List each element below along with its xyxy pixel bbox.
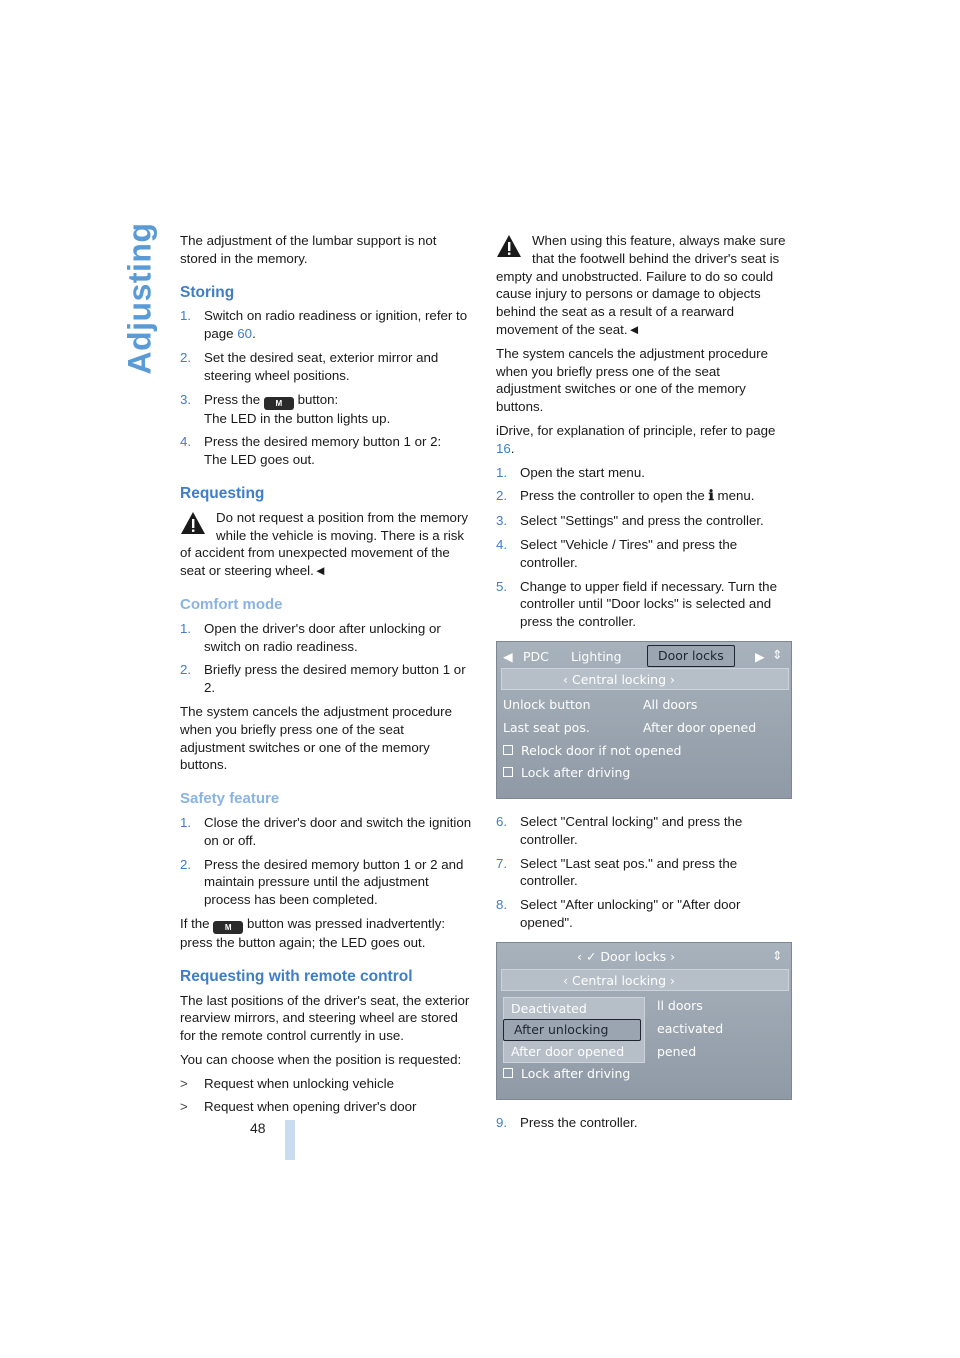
remote-heading: Requesting with remote control [180, 967, 413, 985]
idrive-screen-central-locking [496, 942, 792, 1100]
list-item: 9. Press the controller. [496, 1114, 638, 1130]
option-after-unlocking[interactable]: After unlocking [503, 1019, 641, 1041]
option-after-door-opened[interactable]: After door opened [511, 1043, 625, 1059]
intro-paragraph: The adjustment of the lumbar support is not stored in the memory. [180, 233, 437, 266]
option-last-seat-pos[interactable]: Last seat pos. [503, 719, 590, 735]
bg-item-opened: pened [657, 1043, 697, 1059]
idrive-steps-b [496, 813, 788, 932]
warning-icon [180, 511, 206, 535]
option-unlock-button[interactable]: Unlock button [503, 696, 591, 712]
checkbox-relock[interactable]: Relock door if not opened [503, 742, 681, 760]
list-item: 7. Select "Last seat pos." and press the controller. [496, 855, 738, 889]
list-item: 5. Change to upper field if necessary. Turn the controller until "Door locks" is selected and press the controller. [496, 578, 777, 630]
page-link[interactable]: 16 [496, 440, 511, 456]
footwell-warning: When using this feature, always make sure that the footwell behind the driver's seat is empty and unobstructed. Failure to do so could cause injury to persons or damage to objects behind the seat as a result of a rearward movement of the seat.◄ [496, 233, 786, 337]
info-i-icon: ℹ [708, 488, 714, 505]
list-item: 2. Briefly press the desired memory button 1 or 2. [180, 662, 466, 696]
remote-paragraph-1: The last positions of the driver's seat, the exterior rearview mirrors, and steering wheel are stored for the remote control currently in use. [180, 992, 470, 1044]
value-all-doors[interactable]: All doors [643, 696, 698, 712]
tab-pdc[interactable]: PDC [523, 648, 549, 664]
list-item: 4. Press the desired memory button 1 or 2: The LED goes out. [180, 434, 442, 468]
right-column [496, 232, 788, 1138]
submenu-central-locking[interactable]: ‹ Central locking › [563, 671, 675, 687]
section-side-title: Adjusting [121, 222, 158, 375]
safety-steps [180, 814, 472, 909]
list-item: > Request when opening driver's door [180, 1099, 417, 1115]
list-item: 8. Select "After unlocking" or "After door opened". [496, 897, 741, 930]
requesting-heading: Requesting [180, 484, 265, 502]
comfort-paragraph: The system cancels the adjustment procedure when you briefly press one of the seat adjustment switches or one of the memory buttons. [180, 703, 452, 773]
list-item: 1. Close the driver's door and switch the ignition on or off. [180, 814, 472, 848]
comfort-steps [180, 620, 472, 697]
submenu-central-locking[interactable]: ‹ Central locking › [563, 972, 675, 988]
list-item: 1. Open the driver's door after unlocking or switch on radio readiness. [180, 620, 441, 654]
page-number: 48 [250, 1120, 266, 1136]
memory-m-button-icon: M [213, 921, 243, 934]
idrive-steps-a [496, 464, 788, 631]
list-item: 2. Press the controller to open the ℹ menu. [496, 488, 755, 505]
value-after-door-opened[interactable]: After door opened [643, 719, 757, 735]
tab-lighting[interactable]: Lighting [571, 648, 622, 664]
checkbox-icon [503, 745, 513, 755]
list-item: 4. Select "Vehicle / Tires" and press the controller. [496, 536, 738, 570]
requesting-warning: Do not request a position from the memory while the vehicle is moving. There is a risk of accident from unexpected movement of the seat or steering wheel.◄ [180, 509, 469, 579]
page-link[interactable]: 60 [237, 326, 253, 342]
list-item: 6. Select "Central locking" and press the controller. [496, 813, 743, 847]
idrive-paragraph: iDrive, for explanation of principle, refer to page 16. [496, 422, 776, 456]
idrive-step-9 [496, 1114, 788, 1132]
checkbox-icon [503, 1068, 513, 1078]
storing-heading: Storing [180, 283, 235, 301]
storing-steps [180, 307, 472, 469]
list-item: 1. Open the start menu. [496, 464, 645, 480]
bg-item-deactivated: eactivated [657, 1020, 724, 1036]
list-item: 2. Press the desired memory button 1 or 2 and maintain pressure until the adjustment process has been completed. [180, 856, 464, 908]
bg-item-all-doors: ll doors [657, 997, 703, 1013]
idrive-info-icon: ⇕ [772, 947, 783, 963]
safety-heading: Safety feature [180, 790, 280, 808]
tab-door-locks[interactable]: Door locks [647, 645, 735, 667]
page-bar-decoration [285, 1120, 295, 1160]
checkbox-icon [503, 767, 513, 777]
screen-title-door-locks: ‹ ✓ Door locks › [577, 948, 676, 964]
checkbox-lock-after-driving[interactable]: Lock after driving [503, 764, 630, 782]
idrive-screen-door-locks [496, 641, 792, 799]
checkbox-lock-after-driving[interactable]: Lock after driving [503, 1065, 630, 1083]
list-item: 3. Select "Settings" and press the controller. [496, 513, 764, 529]
warning-icon [496, 234, 522, 258]
list-item: 3. Press the M button: The LED in the button lights up. [180, 391, 391, 426]
remote-bullets [180, 1075, 472, 1117]
comfort-heading: Comfort mode [180, 595, 283, 613]
remote-paragraph-2: You can choose when the position is requested: [180, 1051, 462, 1067]
option-deactivated[interactable]: Deactivated [511, 1000, 587, 1016]
left-arrow-icon: ◀ [503, 648, 513, 664]
list-item: 2. Set the desired seat, exterior mirror and steering wheel positions. [180, 349, 439, 383]
right-arrow-icon: ▶ [755, 648, 765, 664]
safety-paragraph: If the M button was pressed inadvertently: press the button again; the LED goes out. [180, 915, 446, 950]
idrive-info-icon: ⇕ [772, 646, 783, 662]
list-item: > Request when unlocking vehicle [180, 1075, 394, 1091]
list-item: 1. Switch on radio readiness or ignition, refer to page 60. [180, 308, 468, 342]
left-column [180, 232, 472, 1122]
memory-m-button-icon: M [264, 397, 294, 410]
cancel-paragraph: The system cancels the adjustment procedure when you briefly press one of the seat adjustment switches or one of the memory buttons. [496, 345, 768, 415]
